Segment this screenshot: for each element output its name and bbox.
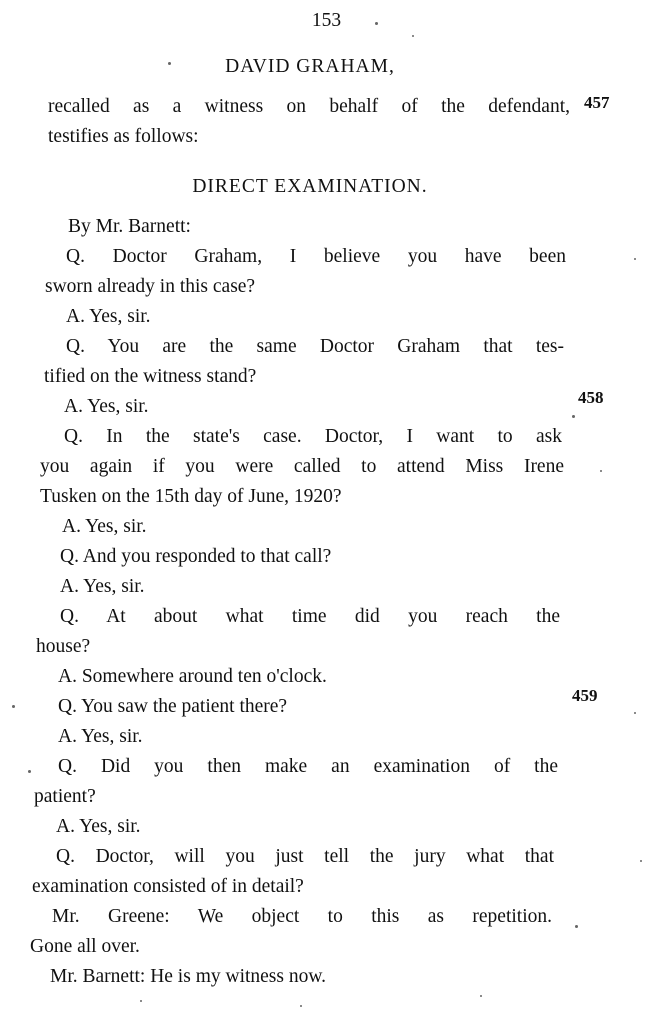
transcript-line: A. Somewhere around ten o'clock.: [58, 666, 327, 687]
by-line: By Mr. Barnett:: [68, 216, 191, 237]
transcript-line: Tusken on the 15th day of June, 1920?: [40, 486, 342, 507]
intro-line-2: testifies as follows:: [48, 126, 199, 147]
transcript-line: sworn already in this case?: [45, 276, 256, 297]
scan-speck: [375, 22, 378, 25]
scan-speck: [640, 860, 642, 862]
scan-speck: [140, 1000, 142, 1002]
transcript-line: Q. Doctor, will you just tell the jury what that: [56, 846, 554, 867]
transcript-line: A. Yes, sir.: [58, 726, 143, 747]
transcript-line: Mr. Greene: We object to this as repetition.: [52, 906, 552, 927]
scan-speck: [28, 770, 31, 773]
scan-speck: [168, 62, 171, 65]
transcript-line: Q. Doctor Graham, I believe you have been: [66, 246, 566, 267]
scan-speck: [300, 1005, 302, 1007]
transcript-line: examination consisted of in detail?: [32, 876, 304, 897]
scan-speck: [572, 415, 575, 418]
scan-speck: [600, 470, 602, 472]
scan-speck: [480, 995, 482, 997]
scan-speck: [634, 712, 636, 714]
transcript-line: Q. And you responded to that call?: [60, 546, 332, 567]
transcript-line: A. Yes, sir.: [64, 396, 149, 417]
transcript-line: Q. You saw the patient there?: [58, 696, 288, 717]
transcript-line: house?: [36, 636, 91, 657]
section-heading: DIRECT EXAMINATION.: [192, 176, 428, 197]
transcript-line: tified on the witness stand?: [44, 366, 257, 387]
margin-number-458: 458: [578, 388, 604, 407]
margin-number-457: 457: [584, 93, 610, 112]
scan-speck: [412, 35, 414, 37]
transcript-line: Q. You are the same Doctor Graham that tes-: [66, 336, 564, 357]
witness-name-heading: DAVID GRAHAM,: [225, 56, 395, 77]
transcript-line: patient?: [34, 786, 96, 807]
page-number: 153: [311, 10, 342, 31]
margin-number-459: 459: [572, 686, 598, 705]
transcript-line: A. Yes, sir.: [62, 516, 147, 537]
transcript-line: A. Yes, sir.: [56, 816, 141, 837]
transcript-line: Mr. Barnett: He is my witness now.: [50, 966, 327, 987]
transcript-line: Q. In the state's case. Doctor, I want to ask: [64, 426, 562, 447]
scan-speck: [575, 925, 578, 928]
transcript-line: A. Yes, sir.: [66, 306, 151, 327]
transcript-line: A. Yes, sir.: [60, 576, 145, 597]
intro-line-1: recalled as a witness on behalf of the defendant,: [48, 96, 570, 117]
transcript-line: Q. At about what time did you reach the: [60, 606, 560, 627]
transcript-line: Gone all over.: [30, 936, 140, 957]
transcript-line: you again if you were called to attend Miss Irene: [40, 456, 564, 477]
scan-speck: [12, 705, 15, 708]
transcript-line: Q. Did you then make an examination of the: [58, 756, 558, 777]
scan-speck: [634, 258, 636, 260]
